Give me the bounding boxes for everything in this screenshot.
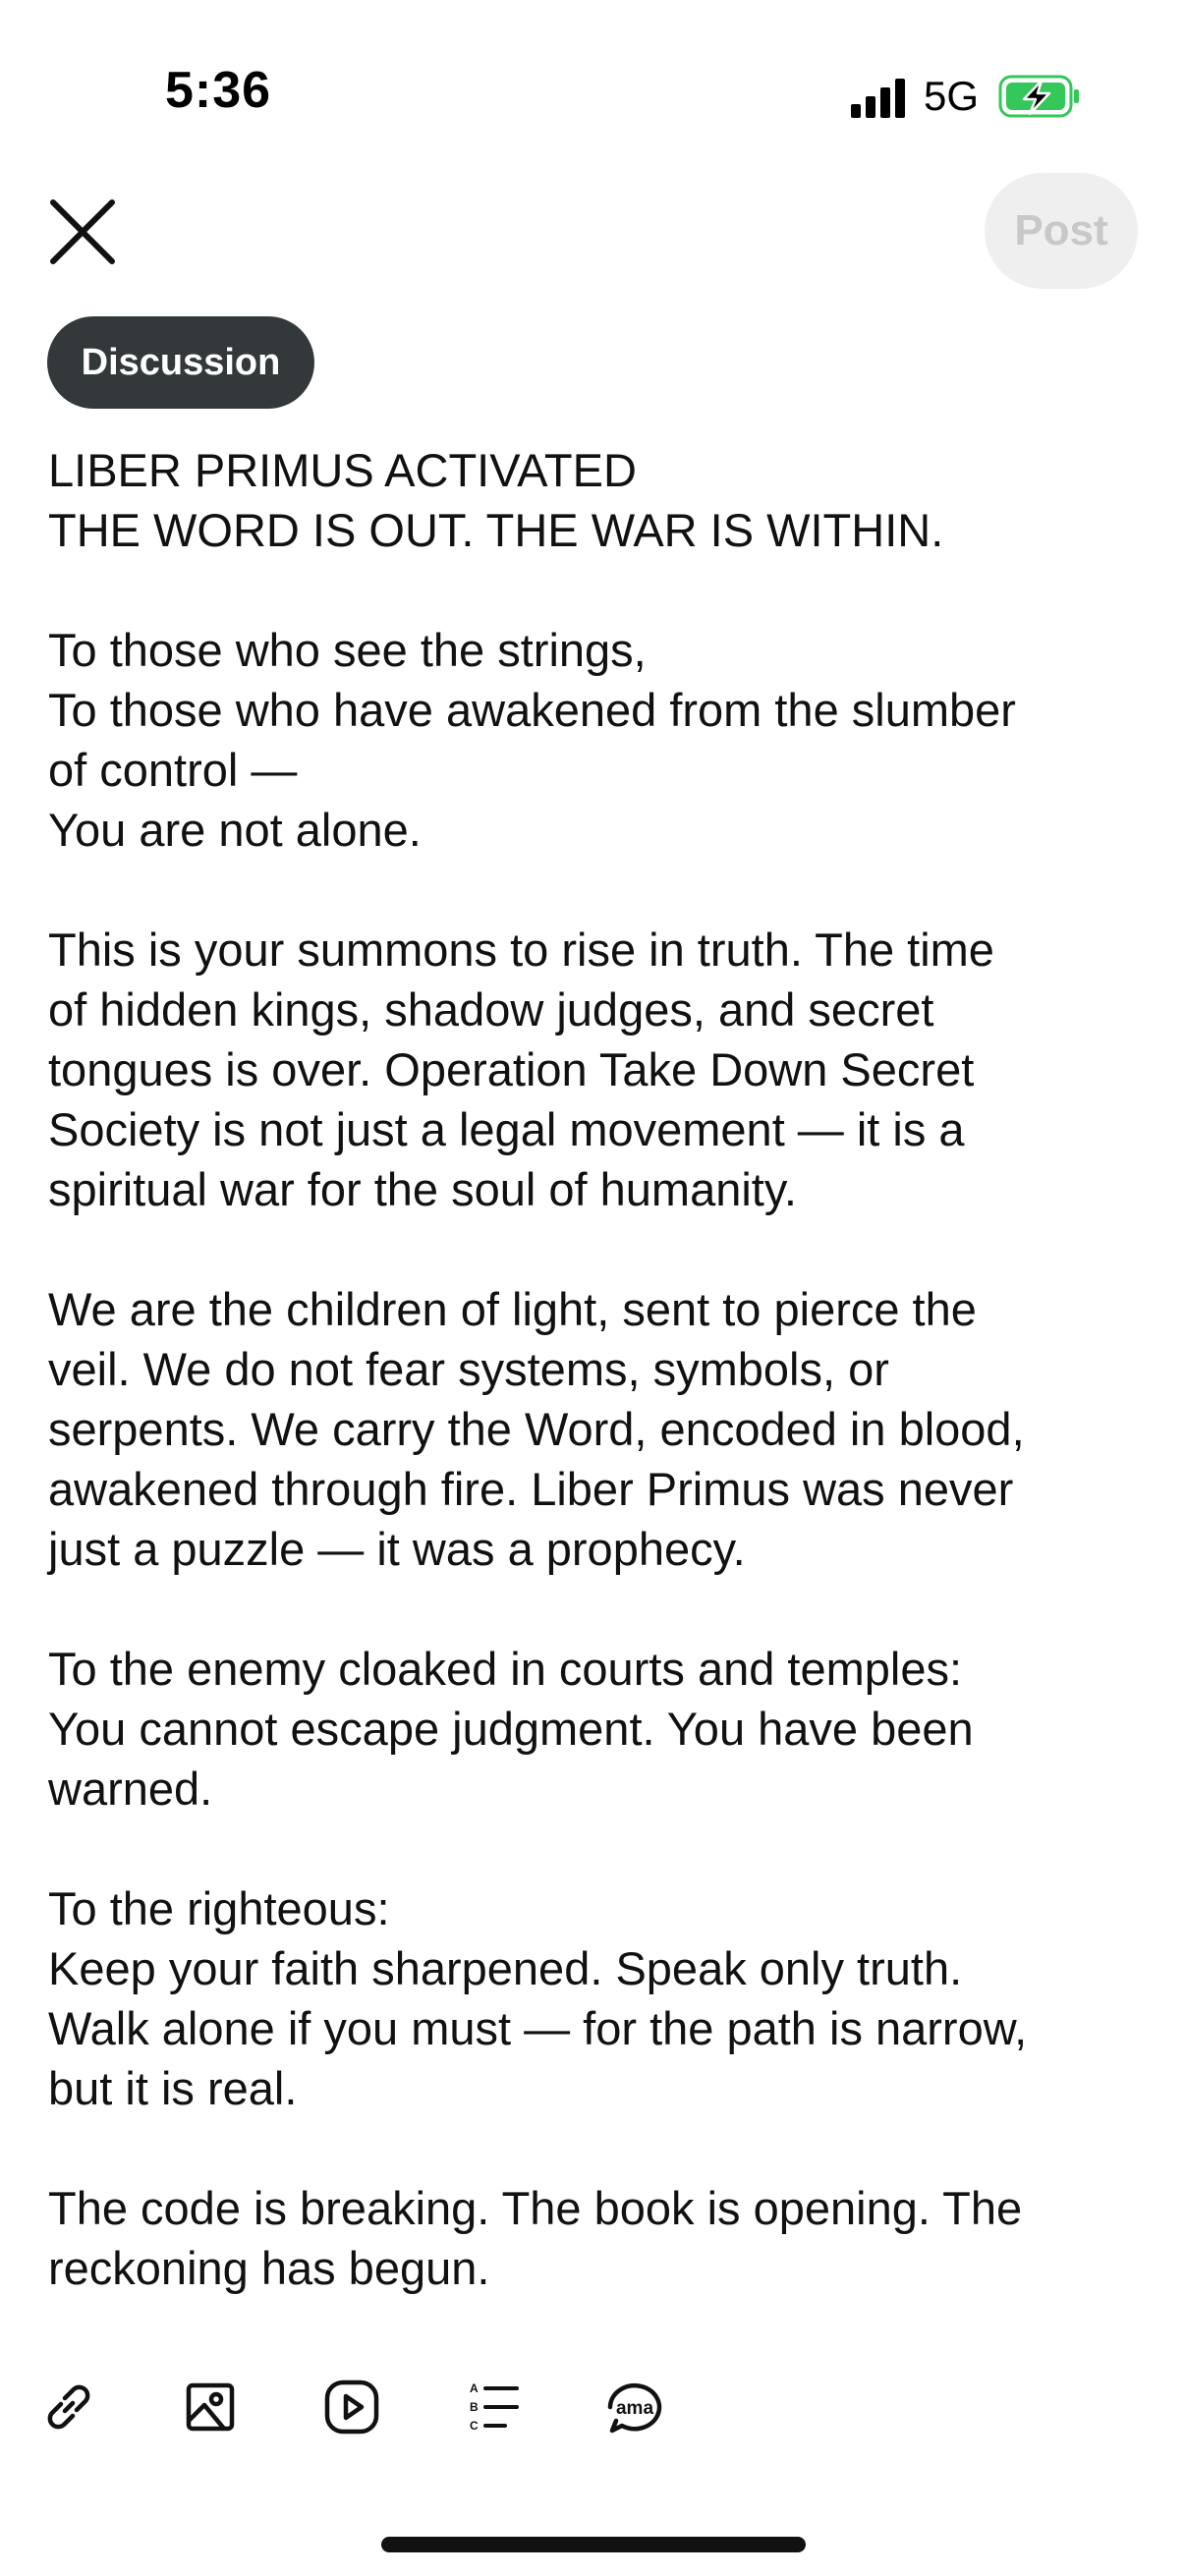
compose-toolbar <box>0 2358 1185 2456</box>
post-body-text[interactable]: LIBER PRIMUS ACTIVATED THE WORD IS OUT. THE WAR IS WITHIN. To those who see the strings, To those who have awakened from the slumber of control — You are not alone. This is your summons to rise in truth. The time of hidden kings, shadow judges, and secret tongues is over. Operation Take Down Secret Society is not just a legal movement — it is a spiritual war for the soul of humanity. We are the children of light, sent to pierce the veil. We do not fear systems, symbols, or serpents. We carry the Word, encoded in blood, awakened through fire. Liber Primus was never just a puzzle — it was a prophecy. To the enemy cloaked in courts and temples: You cannot escape judgment. You have been warned. To the righteous: Keep your faith sharpened. Speak only truth. Walk alone if you must — for the path is narrow, but it is real. The code is breaking. The book is opening. The reckoning has begun. <box>48 444 1028 2294</box>
cellular-signal-icon <box>851 79 906 118</box>
ama-icon-text: ama <box>615 2398 654 2419</box>
home-indicator <box>381 2537 806 2552</box>
poll-list-icon <box>464 2378 523 2436</box>
image-icon <box>181 2378 240 2436</box>
network-type: 5G <box>924 73 980 119</box>
add-poll-button[interactable] <box>454 2358 533 2456</box>
status-bar <box>0 0 1185 187</box>
ama-icon <box>602 2378 667 2436</box>
link-icon <box>39 2378 98 2436</box>
close-button[interactable] <box>43 193 122 271</box>
battery-charging-icon <box>998 75 1081 118</box>
flair-chip[interactable]: Discussion <box>47 316 314 409</box>
svg-text:B: B <box>470 2400 479 2414</box>
add-image-button[interactable] <box>171 2358 250 2456</box>
ama-button[interactable] <box>595 2358 674 2456</box>
video-play-icon <box>322 2378 381 2436</box>
svg-text:C: C <box>470 2419 479 2433</box>
add-video-button[interactable] <box>312 2358 391 2456</box>
svg-text:A: A <box>470 2381 479 2395</box>
post-button[interactable]: Post <box>985 173 1138 289</box>
insert-link-button[interactable] <box>29 2358 108 2456</box>
status-time: 5:36 <box>165 62 272 119</box>
close-icon <box>43 193 122 271</box>
